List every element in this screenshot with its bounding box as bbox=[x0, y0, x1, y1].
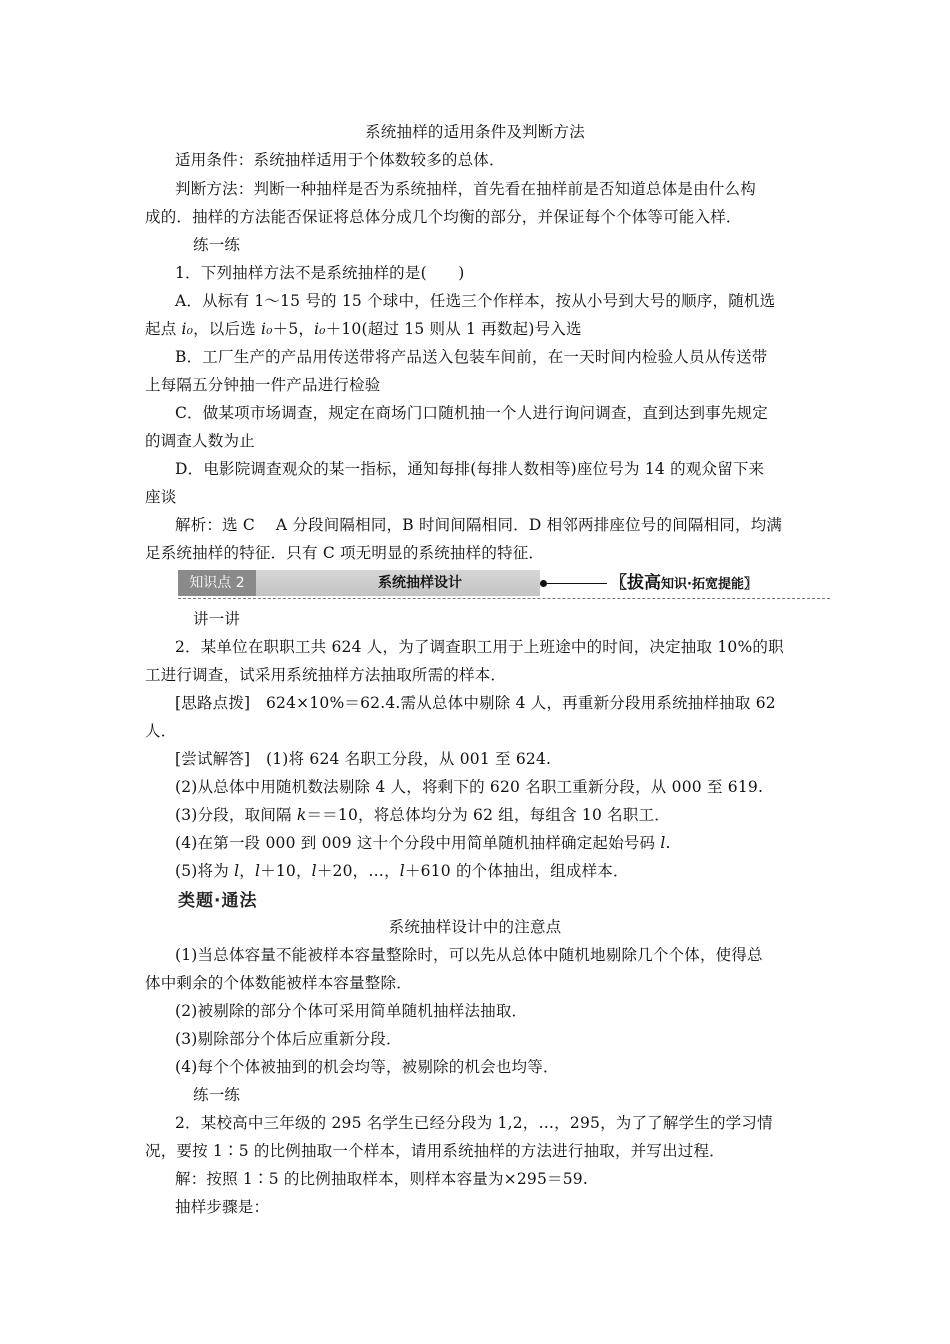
try-step-2: (2)从总体中用随机数法剔除 4 人，将剩下的 620 名职工重新分段，从 000 至 619. bbox=[175, 778, 764, 796]
option-d-line-2: 座谈 bbox=[145, 488, 177, 506]
divider bbox=[547, 583, 607, 584]
question-3-line-2: 况，要按 1∶5 的比例抽取一个样本，请用系统抽样的方法进行抽取，并写出过程． bbox=[145, 1142, 725, 1160]
section-heading: 系统抽样的适用条件及判断方法 bbox=[365, 123, 585, 141]
knowledge-point-title: 系统抽样设计 bbox=[378, 575, 462, 591]
answer-line-1: 解析：选 C A 分段间隔相同，B 时间间隔相同．D 相邻两排座位号的间隔相同，均满 bbox=[175, 516, 783, 534]
option-c-line-2: 的调查人数为止 bbox=[145, 432, 255, 450]
applicable-condition: 适用条件：系统抽样适用于个体数较多的总体． bbox=[175, 151, 505, 169]
hint-line-1: [思路点拨] 624×10%＝62.4.需从总体中剔除 4 人，再重新分段用系统抽样抽取 62 bbox=[175, 694, 776, 712]
practice-label: 练一练 bbox=[193, 236, 241, 254]
steps-label: 抽样步骤是： bbox=[175, 1198, 270, 1216]
practice-label-2: 练一练 bbox=[193, 1086, 241, 1104]
answer-line-2: 足系统抽样的特征．只有 C 项无明显的系统抽样的特征． bbox=[145, 544, 545, 562]
note-1-line-2: 体中剩余的个体数能被样本容量整除． bbox=[145, 974, 412, 992]
hint-line-2: 人． bbox=[145, 722, 177, 740]
question-1: 1．下列抽样方法不是系统抽样的是( ) bbox=[175, 264, 465, 282]
knowledge-point-bar bbox=[178, 570, 830, 596]
option-a-line-1: A．从标有 1～15 号的 15 个球中，任选三个作样本，按从小号到大号的顺序，随机选 bbox=[175, 292, 776, 310]
solution-line: 解：按照 1∶5 的比例抽取样本，则样本容量为×295＝59. bbox=[175, 1170, 589, 1188]
judge-method-line-2: 成的．抽样的方法能否保证将总体分成几个均衡的部分，并保证每个个体等可能入样． bbox=[145, 208, 742, 226]
slogan-box bbox=[540, 570, 830, 596]
judge-method-line-1: 判断方法：判断一种抽样是否为系统抽样，首先看在抽样前是否知道总体是由什么构 bbox=[175, 180, 756, 198]
try-step-4: (4)在第一段 000 到 009 这十个分段中用简单随机抽样确定起始号码 l. bbox=[175, 834, 671, 852]
knowledge-point-tag: 知识点 2 bbox=[178, 570, 256, 596]
try-step-3: (3)分段，取间隔 k＝＝10，将总体均分为 62 组，每组含 10 名职工． bbox=[175, 806, 670, 824]
question-2-line-2: 工进行调查，试采用系统抽样方法抽取所需的样本． bbox=[145, 666, 507, 684]
option-b-line-2: 上每隔五分钟抽一件产品进行检验 bbox=[145, 376, 381, 394]
question-2-line-1: 2．某单位在职职工共 624 人，为了调查职工用于上班途中的时间，决定抽取 10%的职 bbox=[175, 638, 784, 656]
bullet-dot-icon bbox=[540, 580, 547, 587]
note-2: (2)被剔除的部分个体可采用简单随机抽样法抽取． bbox=[175, 1002, 528, 1020]
note-1-line-1: (1)当总体容量不能被样本容量整除时，可以先从总体中随机地剔除几个个体，使得总 bbox=[175, 946, 763, 964]
note-3: (3)剔除部分个体后应重新分段． bbox=[175, 1030, 402, 1048]
option-c-line-1: C．做某项市场调查，规定在商场门口随机抽一个人进行询问调查，直到达到事先规定 bbox=[175, 404, 768, 422]
category-label: 类题·通法 bbox=[178, 891, 258, 911]
option-a-line-2: 起点 i₀，以后选 i₀＋5，i₀＋10(超过 15 则从 1 再数起)号入选 bbox=[145, 320, 582, 338]
section-heading-2: 系统抽样设计中的注意点 bbox=[388, 918, 562, 936]
option-b-line-1: B．工厂生产的产品用传送带将产品送入包装车间前，在一天时间内检验人员从传送带 bbox=[175, 348, 768, 366]
note-4: (4)每个个体被抽到的机会均等，被剔除的机会也均等． bbox=[175, 1058, 559, 1076]
dashed-divider bbox=[178, 598, 830, 599]
slogan: 〖拔高知识·拓宽提能〗 bbox=[610, 573, 757, 593]
option-d-line-1: D．电影院调查观众的某一指标，通知每排(每排人数相等)座位号为 14 的观众留下来 bbox=[175, 460, 765, 478]
lecture-label: 讲一讲 bbox=[193, 610, 241, 628]
try-step-1: [尝试解答] (1)将 624 名职工分段，从 001 至 624. bbox=[175, 750, 552, 768]
try-step-5: (5)将为 l，l＋10，l＋20，…，l＋610 的个体抽出，组成样本． bbox=[175, 862, 629, 880]
question-3-line-1: 2．某校高中三年级的 295 名学生已经分段为 1,2，…，295，为了了解学生的学习情 bbox=[175, 1114, 773, 1132]
